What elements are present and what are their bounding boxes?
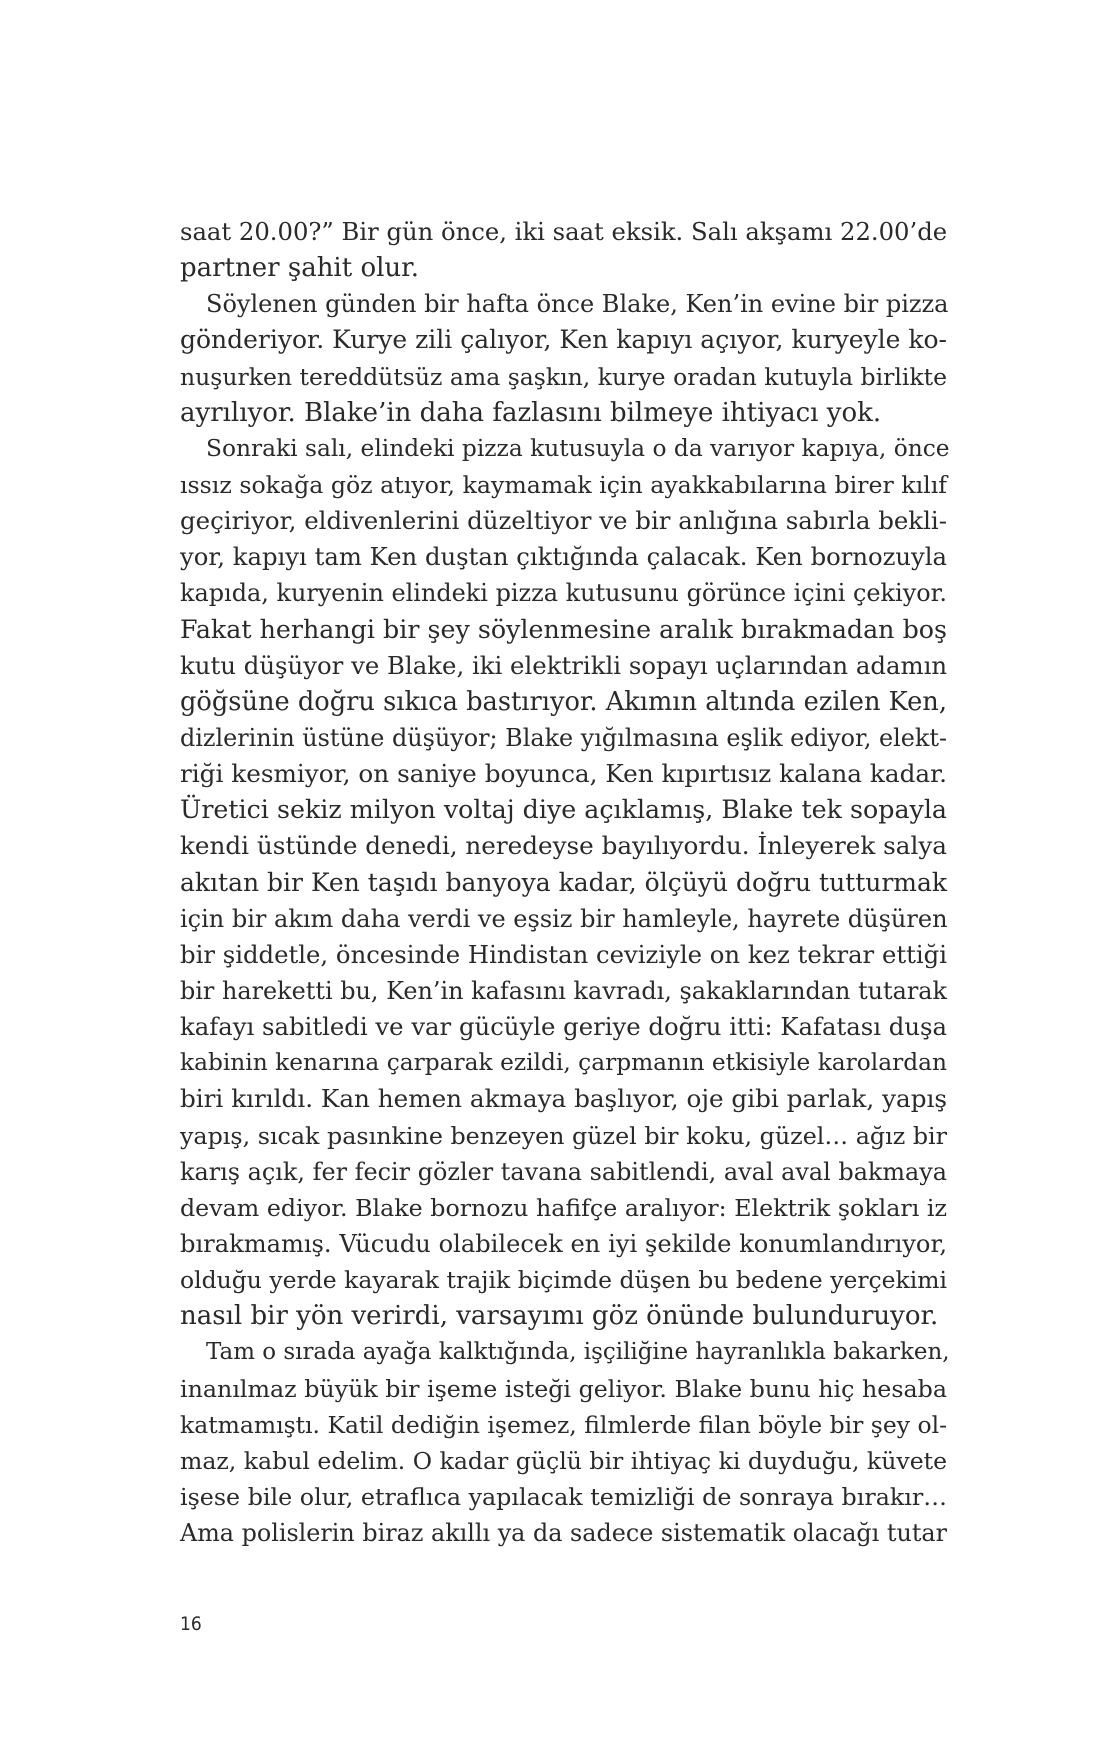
text-line: ıssız sokağa göz atıyor, kaymamak için ayakkabılarına birer kılıf — [180, 470, 947, 499]
text-line: kutu düşüyor ve Blake, iki elektrikli sopayı uçlarından adamın — [180, 650, 948, 680]
text-line: inanılmaz büyük bir işeme isteği geliyor. Blake bunu hiç hesaba — [180, 1374, 947, 1403]
text-line: riği kesmiyor, on saniye boyunca, Ken kıpırtısız kalana kadar. — [180, 759, 947, 789]
text-line: göğsüne doğru sıkıca bastırıyor. Akımın altında ezilen Ken, — [180, 686, 947, 717]
text-line: kabinin kenarına çarparak ezildi, çarpmanın etkisiyle karolardan — [180, 1049, 947, 1077]
text-line: saat 20.00?” Bir gün önce, iki saat eksik. Salı akşamı 22.00’de — [180, 217, 948, 246]
text-line: kafayı sabitledi ve var gücüyle geriye doğru itti: Kafatası duşa — [180, 1012, 947, 1042]
text-line: akıtan bir Ken taşıdı banyoya kadar, ölçüyü doğru tutturmak — [180, 867, 947, 897]
text-line: biri kırıldı. Kan hemen akmaya başlıyor, oje gibi parlak, yapış — [180, 1084, 947, 1114]
text-line: maz, kabul edelim. O kadar güçlü bir ihtiyaç ki duyduğu, küvete — [180, 1446, 948, 1475]
body-text — [180, 214, 950, 1551]
text-line: gönderiyor. Kurye zili çalıyor, Ken kapıyı açıyor, kuryeyle ko- — [180, 325, 947, 355]
text-line: yor, kapıyı tam Ken duştan çıktığında çalacak. Ken bornozuyla — [180, 542, 947, 572]
text-line: bırakmamış. Vücudu olabilecek en iyi şekilde konumlandırıyor, — [180, 1229, 947, 1258]
text-line: Sonraki salı, elindeki pizza kutusuyla o da varıyor kapıya, önce — [206, 434, 950, 462]
text-line: partner şahit olur. — [180, 253, 420, 284]
text-line: yapış, sıcak pasınkine benzeyen güzel bir koku, güzel… ağız bir — [180, 1121, 947, 1150]
text-line: kendi üstünde denedi, neredeyse bayılıyordu. İnleyerek salya — [180, 831, 947, 861]
page-number: 16 — [180, 1613, 202, 1635]
text-line: Tam o sırada ayağa kalktığında, işçiliğine hayranlıkla bakarken, — [206, 1339, 950, 1366]
text-line: Söylenen günden bir hafta önce Blake, Ken’in evine bir pizza — [206, 290, 949, 319]
text-line: bir hareketti bu, Ken’in kafasını kavradı, şakaklarından tutarak — [180, 976, 947, 1005]
text-line: Üretici sekiz milyon voltaj diye açıklamış, Blake tek sopayla — [180, 795, 947, 825]
text-line: bir şiddetle, öncesinde Hindistan ceviziyle on kez tekrar ettiği — [180, 939, 947, 969]
text-line: geçiriyor, eldivenlerini düzeltiyor ve bir anlığına sabırla bekli- — [180, 506, 947, 536]
text-line: kapıda, kuryenin elindeki pizza kutusunu görünce içini çekiyor. — [180, 579, 947, 608]
text-line: nuşurken tereddütsüz ama şaşkın, kurye oradan kutuyla birlikte — [180, 362, 947, 391]
text-line: olduğu yerde kayarak trajik biçimde düşen bu bedene yerçekimi — [180, 1266, 947, 1295]
text-line: için bir akım daha verdi ve eşsiz bir hamleyle, hayrete düşüren — [180, 904, 948, 933]
text-line: nasıl bir yön verirdi, varsayımı göz önünde bulunduruyor. — [180, 1301, 939, 1332]
text-line: dizlerinin üstüne düşüyor; Blake yığılmasına eşlik ediyor, elekt- — [180, 723, 948, 752]
text-line: işese bile olur, etraflıca yapılacak temizliği de sonraya bırakır… — [180, 1482, 947, 1511]
text-line: ayrılıyor. Blake’in daha fazlasını bilmeye ihtiyacı yok. — [180, 397, 882, 428]
text-line: devam ediyor. Blake bornozu hafifçe aralıyor: Elektrik şokları iz — [180, 1193, 947, 1222]
text-line: Fakat herhangi bir şey söylenmesine aralık bırakmadan boş — [180, 614, 947, 644]
text-line: Ama polislerin biraz akıllı ya da sadece sistematik olacağı tutar — [180, 1519, 947, 1548]
text-line: karış açık, fer fecir gözler tavana sabitlendi, aval aval bakmaya — [180, 1157, 947, 1186]
text-line: katmamıştı. Katil dediğin işemez, filmlerde filan böyle bir şey ol- — [180, 1410, 947, 1439]
